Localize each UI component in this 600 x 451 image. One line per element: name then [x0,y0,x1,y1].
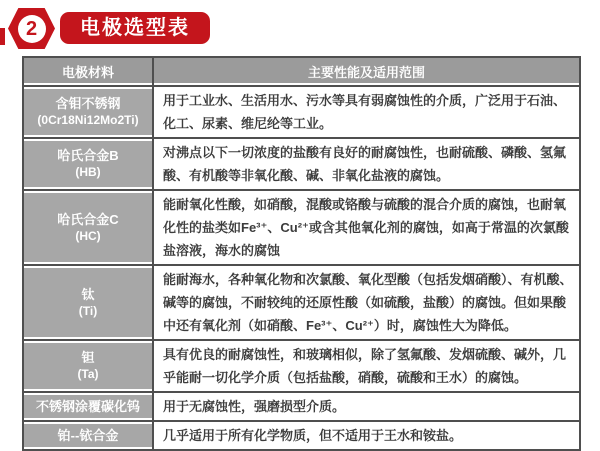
material-grade: (HC) [75,228,101,243]
description-cell: 对沸点以下一切浓度的盐酸有良好的耐腐蚀性，也耐硫酸、磷酸、氢氟酸、有机酸等非氧化酸、碱、非氧化盐液的腐蚀。 [153,138,580,190]
material-cell [23,138,153,190]
badge-number: 2 [25,17,38,40]
table-row [23,421,580,450]
material-name: 铂--铱合金 [57,427,119,443]
column-header-material: 电极材料 [23,57,153,86]
description-cell: 具有优良的耐腐蚀性，和玻璃相似，除了氢氟酸、发烟硫酸、碱外，几乎能耐一切化学介质（包括盐酸，硝酸，硫酸和王水）的腐蚀。 [153,340,580,392]
material-name: 钛 [81,286,95,302]
material-cell [23,392,153,421]
material-grade: (0Cr18Ni12Mo2Ti) [37,113,139,127]
material-grade: (Ta) [77,367,99,381]
table-row [23,265,580,340]
material-cell [23,190,153,265]
material-grade: (HB) [75,165,101,179]
description-cell: 用于无腐蚀性，强磨损型介质。 [153,392,580,421]
table-row [23,190,580,265]
material-name: 含钼不锈钢 [55,96,121,111]
badge-circle [18,15,46,43]
column-header-performance: 主要性能及适用范围 [153,57,580,86]
page-title: 电极选型表 [80,17,190,39]
material-name: 钽 [81,350,95,365]
material-cell [23,265,153,340]
table-header-row [23,57,580,86]
description-cell: 用于工业水、生活用水、污水等具有弱腐蚀性的介质，广泛用于石油、化工、尿素、维尼纶等工业。 [153,86,580,138]
material-name: 哈氏合金C [57,211,119,227]
description-cell: 能耐氧化性酸，如硝酸，混酸或铬酸与硫酸的混合介质的腐蚀，也耐氧化性的盐类如Fe³⁺、Cu²⁺或含其他氧化剂的腐蚀，如高于常温的次氯酸盐溶液，海水的腐蚀 [153,190,580,265]
description-cell: 能耐海水，各种氧化物和次氯酸、氧化型酸（包括发烟硝酸）、有机酸、碱等的腐蚀，不耐较纯的还原性酸（如硫酸，盐酸）的腐蚀。但如果酸中还有氧化剂（如硝酸、Fe³⁺、Cu²⁺）时，腐蚀性大为降低。 [153,265,580,340]
table-row [23,138,580,190]
table-row [23,86,580,138]
step-badge [8,8,55,49]
material-cell [23,340,153,392]
material-name: 不锈钢涂覆碳化钨 [35,398,140,414]
material-cell [23,421,153,450]
table-row [23,392,580,421]
title-pill [60,12,210,44]
corner-accent [0,28,5,45]
electrode-selection-table [22,56,581,451]
material-grade: (Ti) [78,303,98,318]
material-cell [23,86,153,138]
material-name: 哈氏合金B [57,148,119,163]
table-row [23,340,580,392]
description-cell: 几乎适用于所有化学物质，但不适用于王水和铵盐。 [153,421,580,450]
